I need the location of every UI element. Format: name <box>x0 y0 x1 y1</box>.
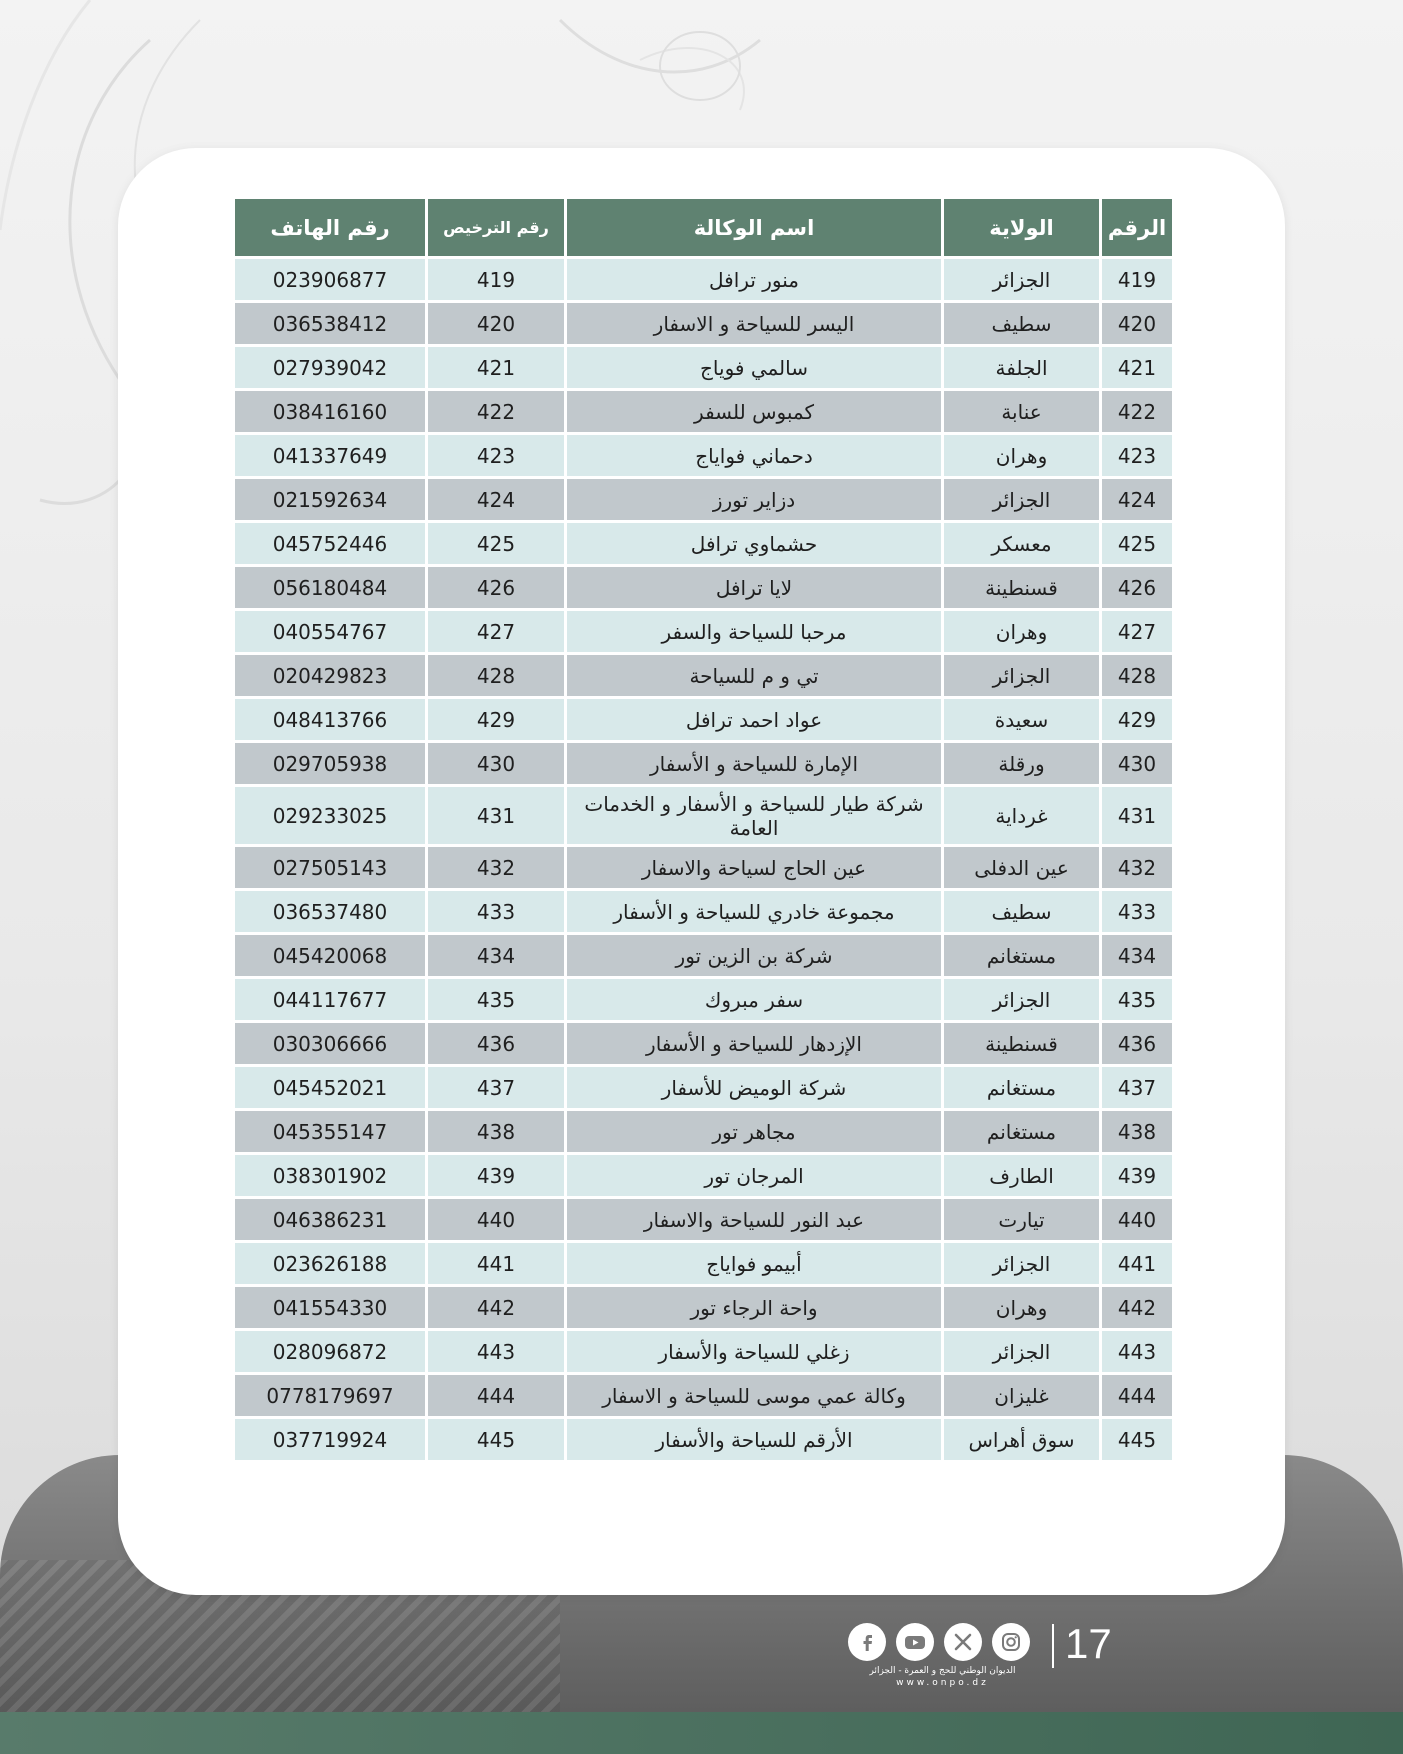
cell-agency-name: شركة طيار للسياحة و الأسفار و الخدمات العامة <box>567 787 941 844</box>
cell-license-number: 442 <box>428 1287 564 1328</box>
cell-license-number: 436 <box>428 1023 564 1064</box>
instagram-icon[interactable] <box>992 1623 1030 1661</box>
cell-wilaya: الطارف <box>944 1155 1099 1196</box>
footer-green-bar <box>0 1712 1403 1754</box>
cell-wilaya: سوق أهراس <box>944 1419 1099 1460</box>
cell-number: 445 <box>1102 1419 1172 1460</box>
cell-wilaya: الجزائر <box>944 1243 1099 1284</box>
cell-number: 442 <box>1102 1287 1172 1328</box>
table-row <box>235 1243 1172 1284</box>
cell-agency-name: أبيمو فواياج <box>567 1243 941 1284</box>
cell-license-number: 438 <box>428 1111 564 1152</box>
cell-number: 435 <box>1102 979 1172 1020</box>
facebook-icon[interactable] <box>848 1623 886 1661</box>
cell-phone-number: 041337649 <box>235 435 425 476</box>
organization-name: الديوان الوطني للحج و العمرة - الجزائر <box>869 1666 1016 1676</box>
table-body <box>235 259 1172 1460</box>
cell-phone-number: 041554330 <box>235 1287 425 1328</box>
cell-number: 427 <box>1102 611 1172 652</box>
cell-number: 443 <box>1102 1331 1172 1372</box>
table-row <box>235 891 1172 932</box>
table-row <box>235 935 1172 976</box>
cell-phone-number: 056180484 <box>235 567 425 608</box>
cell-wilaya: سطيف <box>944 303 1099 344</box>
cell-agency-name: عبد النور للسياحة والاسفار <box>567 1199 941 1240</box>
cell-phone-number: 021592634 <box>235 479 425 520</box>
table-row <box>235 1111 1172 1152</box>
cell-number: 425 <box>1102 523 1172 564</box>
cell-phone-number: 029233025 <box>235 787 425 844</box>
cell-phone-number: 023626188 <box>235 1243 425 1284</box>
cell-wilaya: عنابة <box>944 391 1099 432</box>
table-row <box>235 743 1172 784</box>
cell-agency-name: حشماوي ترافل <box>567 523 941 564</box>
cell-phone-number: 038301902 <box>235 1155 425 1196</box>
table-row <box>235 1287 1172 1328</box>
cell-agency-name: سفر مبروك <box>567 979 941 1020</box>
cell-number: 444 <box>1102 1375 1172 1416</box>
cell-wilaya: الجزائر <box>944 259 1099 300</box>
cell-phone-number: 045355147 <box>235 1111 425 1152</box>
cell-license-number: 439 <box>428 1155 564 1196</box>
cell-number: 421 <box>1102 347 1172 388</box>
header-license-number: رقم الترخيص <box>428 199 564 256</box>
cell-agency-name: المرجان تور <box>567 1155 941 1196</box>
cell-phone-number: 029705938 <box>235 743 425 784</box>
cell-number: 433 <box>1102 891 1172 932</box>
cell-phone-number: 046386231 <box>235 1199 425 1240</box>
cell-license-number: 432 <box>428 847 564 888</box>
cell-license-number: 443 <box>428 1331 564 1372</box>
cell-number: 439 <box>1102 1155 1172 1196</box>
cell-wilaya: سطيف <box>944 891 1099 932</box>
cell-license-number: 422 <box>428 391 564 432</box>
cell-agency-name: مجموعة خادري للسياحة و الأسفار <box>567 891 941 932</box>
cell-wilaya: وهران <box>944 611 1099 652</box>
cell-license-number: 430 <box>428 743 564 784</box>
cell-wilaya: وهران <box>944 435 1099 476</box>
cell-phone-number: 038416160 <box>235 391 425 432</box>
table-row <box>235 1375 1172 1416</box>
cell-wilaya: مستغانم <box>944 1067 1099 1108</box>
table-row <box>235 567 1172 608</box>
cell-phone-number: 030306666 <box>235 1023 425 1064</box>
cell-license-number: 423 <box>428 435 564 476</box>
cell-wilaya: مستغانم <box>944 935 1099 976</box>
cell-number: 432 <box>1102 847 1172 888</box>
cell-phone-number: 037719924 <box>235 1419 425 1460</box>
table-row <box>235 435 1172 476</box>
cell-wilaya: مستغانم <box>944 1111 1099 1152</box>
cell-agency-name: مرحبا للسياحة والسفر <box>567 611 941 652</box>
cell-agency-name: شركة الوميض للأسفار <box>567 1067 941 1108</box>
table-row <box>235 1199 1172 1240</box>
cell-license-number: 421 <box>428 347 564 388</box>
cell-number: 426 <box>1102 567 1172 608</box>
cell-license-number: 444 <box>428 1375 564 1416</box>
table-row <box>235 699 1172 740</box>
cell-number: 436 <box>1102 1023 1172 1064</box>
cell-wilaya: ورقلة <box>944 743 1099 784</box>
table-row <box>235 1331 1172 1372</box>
header-number: الرقم <box>1102 199 1172 256</box>
cell-agency-name: لايا ترافل <box>567 567 941 608</box>
cell-license-number: 431 <box>428 787 564 844</box>
table-row <box>235 1067 1172 1108</box>
cell-license-number: 427 <box>428 611 564 652</box>
table-row <box>235 523 1172 564</box>
cell-wilaya: الجزائر <box>944 479 1099 520</box>
cell-number: 429 <box>1102 699 1172 740</box>
x-icon[interactable] <box>944 1623 982 1661</box>
cell-agency-name: مجاهر تور <box>567 1111 941 1152</box>
cell-agency-name: منور ترافل <box>567 259 941 300</box>
youtube-icon[interactable] <box>896 1623 934 1661</box>
cell-wilaya: وهران <box>944 1287 1099 1328</box>
cell-license-number: 445 <box>428 1419 564 1460</box>
cell-agency-name: تي و م للسياحة <box>567 655 941 696</box>
footer-divider <box>1052 1624 1054 1668</box>
cell-agency-name: واحة الرجاء تور <box>567 1287 941 1328</box>
cell-agency-name: دحماني فواياج <box>567 435 941 476</box>
cell-agency-name: شركة بن الزين تور <box>567 935 941 976</box>
cell-license-number: 425 <box>428 523 564 564</box>
cell-phone-number: 0778179697 <box>235 1375 425 1416</box>
agencies-table <box>232 196 1175 1463</box>
cell-agency-name: الأرقم للسياحة والأسفار <box>567 1419 941 1460</box>
cell-phone-number: 045420068 <box>235 935 425 976</box>
cell-number: 441 <box>1102 1243 1172 1284</box>
cell-wilaya: معسكر <box>944 523 1099 564</box>
cell-phone-number: 048413766 <box>235 699 425 740</box>
cell-agency-name: اليسر للسياحة و الاسفار <box>567 303 941 344</box>
table-row <box>235 303 1172 344</box>
table-header-row <box>235 199 1172 256</box>
cell-phone-number: 028096872 <box>235 1331 425 1372</box>
cell-license-number: 440 <box>428 1199 564 1240</box>
header-phone-number: رقم الهاتف <box>235 199 425 256</box>
cell-license-number: 433 <box>428 891 564 932</box>
table-row <box>235 787 1172 844</box>
cell-license-number: 441 <box>428 1243 564 1284</box>
cell-phone-number: 040554767 <box>235 611 425 652</box>
cell-number: 430 <box>1102 743 1172 784</box>
table-row <box>235 655 1172 696</box>
cell-agency-name: كمبوس للسفر <box>567 391 941 432</box>
header-agency-name: اسم الوكالة <box>567 199 941 256</box>
organization-caption <box>840 1666 1045 1689</box>
website-link[interactable]: www.onpo.dz <box>896 1677 989 1688</box>
cell-phone-number: 020429823 <box>235 655 425 696</box>
table-row <box>235 1419 1172 1460</box>
cell-wilaya: قسنطينة <box>944 1023 1099 1064</box>
cell-license-number: 424 <box>428 479 564 520</box>
cell-license-number: 426 <box>428 567 564 608</box>
table-row <box>235 347 1172 388</box>
table-row <box>235 1155 1172 1196</box>
cell-wilaya: تيارت <box>944 1199 1099 1240</box>
cell-agency-name: وكالة عمي موسى للسياحة و الاسفار <box>567 1375 941 1416</box>
cell-wilaya: الجلفة <box>944 347 1099 388</box>
header-wilaya: الولاية <box>944 199 1099 256</box>
table-row <box>235 259 1172 300</box>
cell-wilaya: الجزائر <box>944 1331 1099 1372</box>
cell-wilaya: سعيدة <box>944 699 1099 740</box>
cell-number: 438 <box>1102 1111 1172 1152</box>
page-footer <box>840 1620 1110 1690</box>
table-row <box>235 391 1172 432</box>
cell-agency-name: عين الحاج لسياحة والاسفار <box>567 847 941 888</box>
cell-license-number: 437 <box>428 1067 564 1108</box>
cell-phone-number: 036538412 <box>235 303 425 344</box>
cell-license-number: 419 <box>428 259 564 300</box>
cell-wilaya: الجزائر <box>944 979 1099 1020</box>
cell-agency-name: زغلي للسياحة والأسفار <box>567 1331 941 1372</box>
cell-phone-number: 027939042 <box>235 347 425 388</box>
cell-number: 422 <box>1102 391 1172 432</box>
cell-license-number: 428 <box>428 655 564 696</box>
cell-license-number: 434 <box>428 935 564 976</box>
cell-phone-number: 036537480 <box>235 891 425 932</box>
cell-number: 428 <box>1102 655 1172 696</box>
cell-number: 419 <box>1102 259 1172 300</box>
page-number: 17 <box>1065 1620 1112 1667</box>
cell-number: 437 <box>1102 1067 1172 1108</box>
cell-phone-number: 027505143 <box>235 847 425 888</box>
cell-agency-name: دزاير تورز <box>567 479 941 520</box>
cell-phone-number: 023906877 <box>235 259 425 300</box>
cell-agency-name: سالمي فوياج <box>567 347 941 388</box>
cell-license-number: 420 <box>428 303 564 344</box>
cell-agency-name: الإمارة للسياحة و الأسفار <box>567 743 941 784</box>
table-row <box>235 1023 1172 1064</box>
cell-wilaya: غليزان <box>944 1375 1099 1416</box>
cell-license-number: 435 <box>428 979 564 1020</box>
cell-wilaya: قسنطينة <box>944 567 1099 608</box>
cell-number: 420 <box>1102 303 1172 344</box>
cell-number: 431 <box>1102 787 1172 844</box>
cell-number: 424 <box>1102 479 1172 520</box>
cell-number: 423 <box>1102 435 1172 476</box>
cell-number: 440 <box>1102 1199 1172 1240</box>
table-row <box>235 979 1172 1020</box>
cell-wilaya: عين الدفلى <box>944 847 1099 888</box>
cell-number: 434 <box>1102 935 1172 976</box>
table-row <box>235 847 1172 888</box>
cell-phone-number: 045752446 <box>235 523 425 564</box>
cell-agency-name: الإزدهار للسياحة و الأسفار <box>567 1023 941 1064</box>
table-row <box>235 611 1172 652</box>
cell-wilaya: غرداية <box>944 787 1099 844</box>
social-icons <box>848 1623 1030 1661</box>
cell-phone-number: 044117677 <box>235 979 425 1020</box>
table-row <box>235 479 1172 520</box>
cell-license-number: 429 <box>428 699 564 740</box>
cell-agency-name: عواد احمد ترافل <box>567 699 941 740</box>
cell-phone-number: 045452021 <box>235 1067 425 1108</box>
cell-wilaya: الجزائر <box>944 655 1099 696</box>
